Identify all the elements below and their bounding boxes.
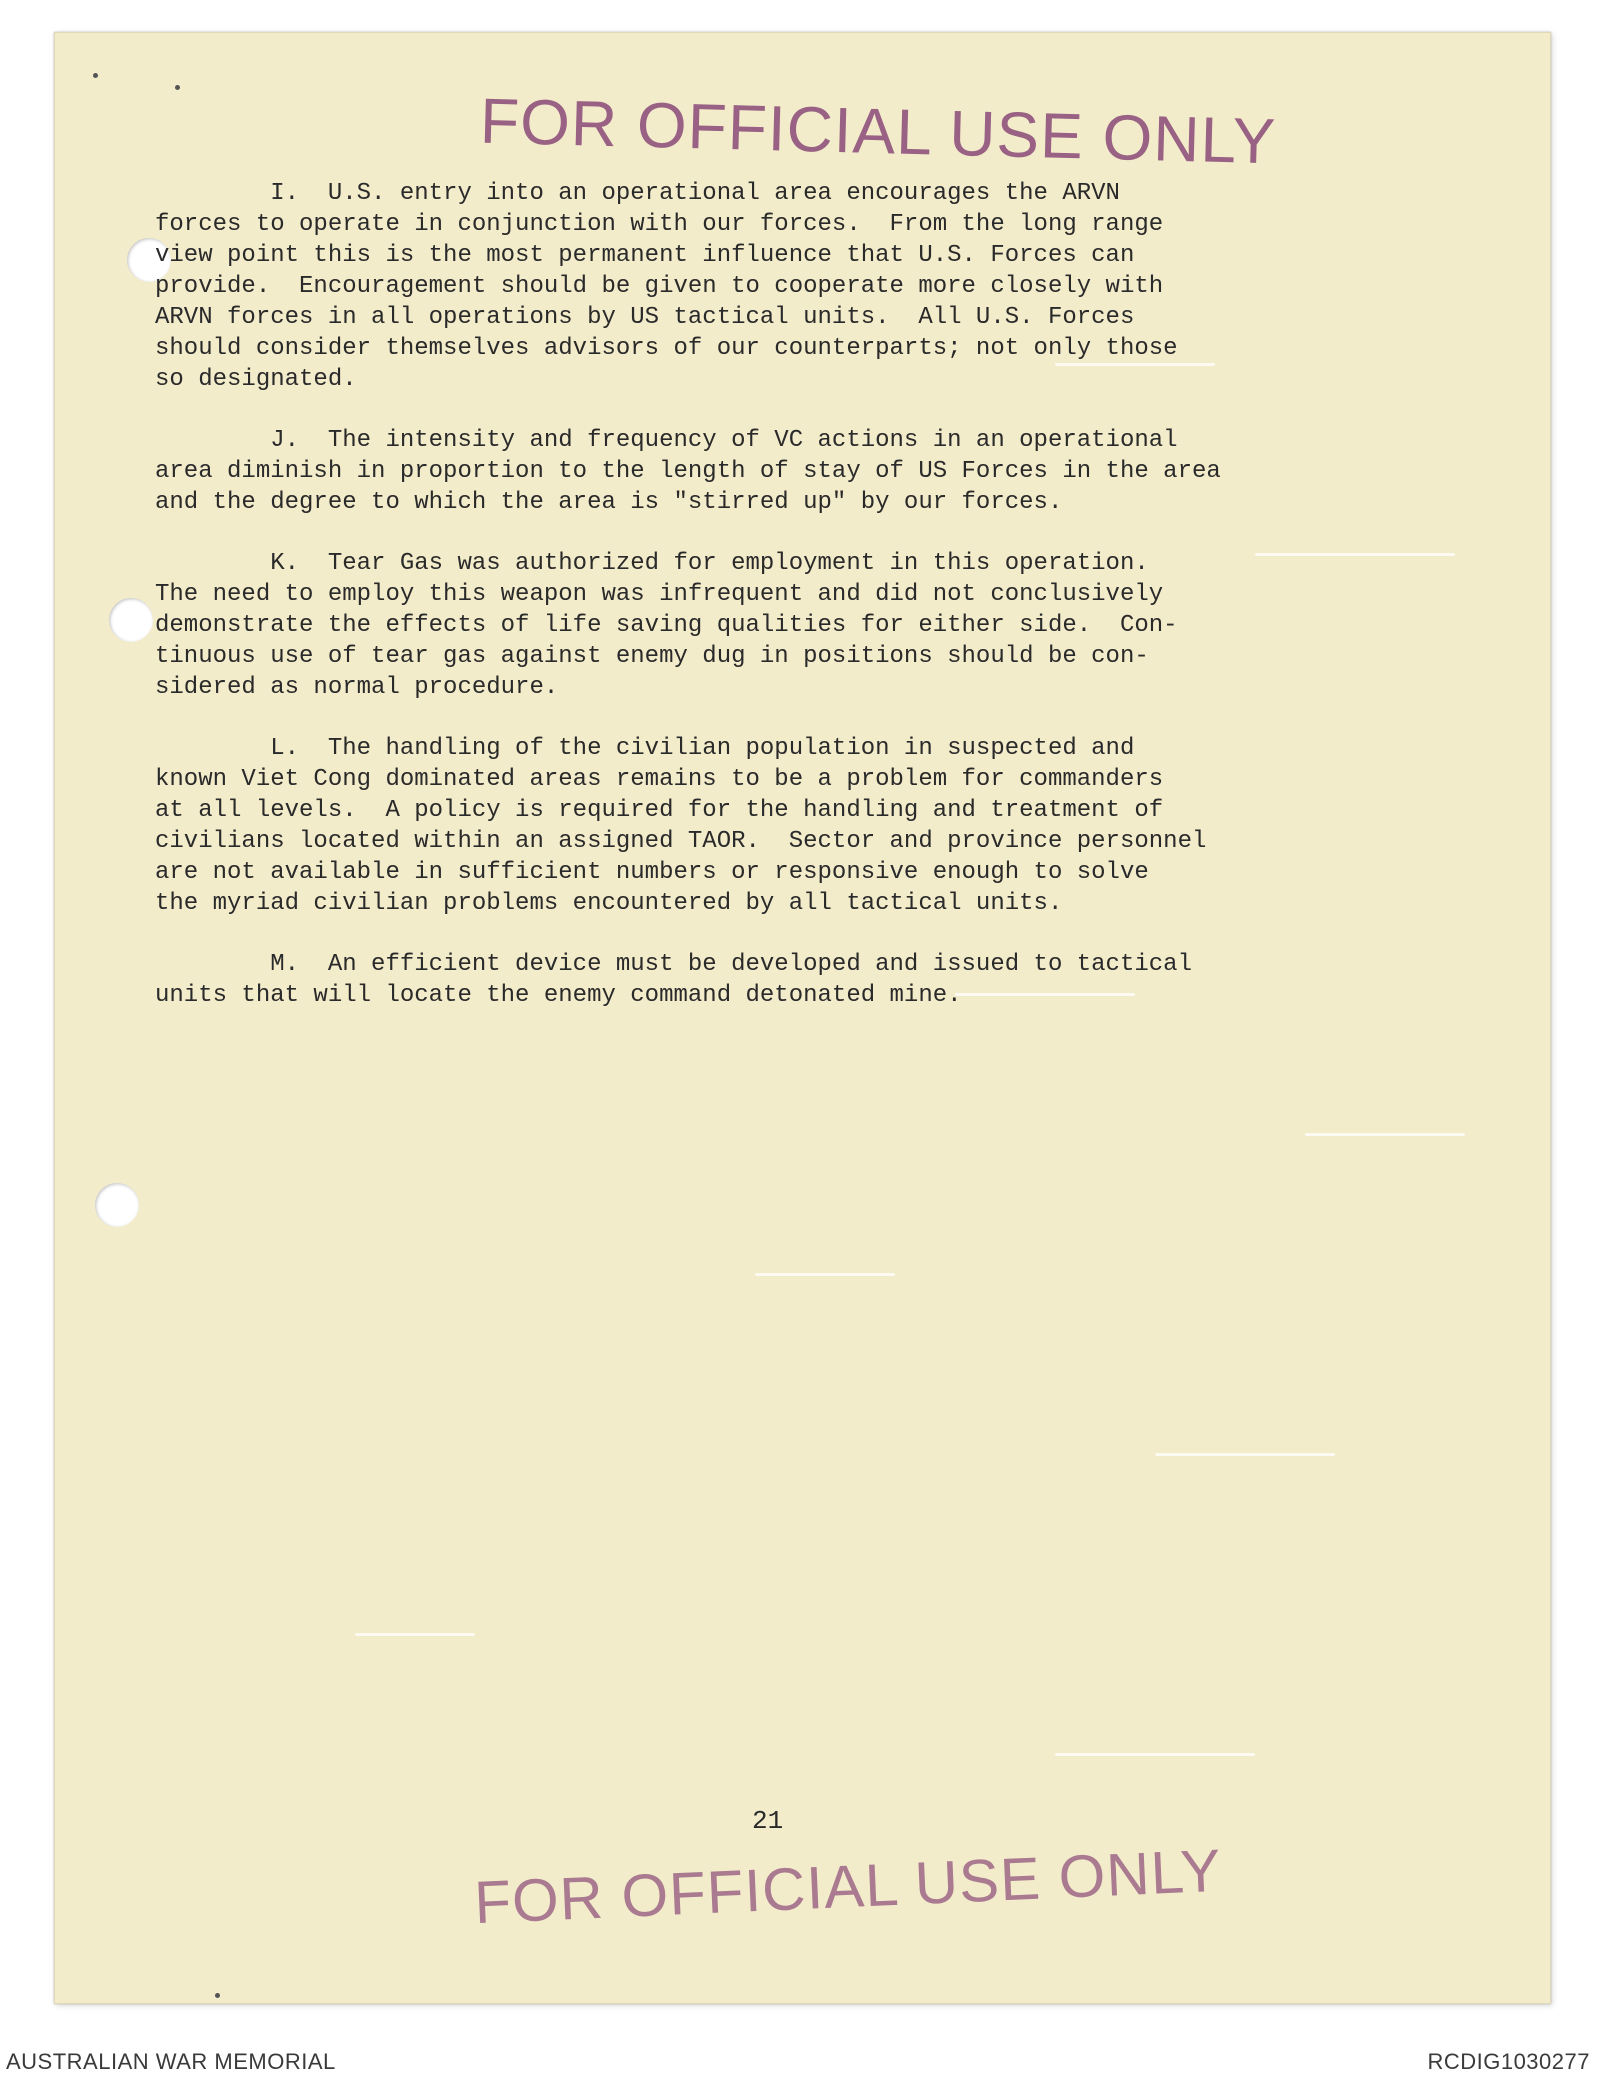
document-body	[155, 178, 1315, 1041]
footer-source-label: AUSTRALIAN WAR MEMORIAL	[6, 2049, 336, 2074]
paper-speck	[215, 1993, 220, 1998]
page-number: 21	[752, 1806, 784, 1836]
laminate-sheen	[1055, 1753, 1255, 1756]
official-use-stamp-bottom: FOR OFFICIAL USE ONLY	[472, 1836, 1223, 1937]
paragraph-i: I. U.S. entry into an operational area encourages the ARVN forces to operate in conjunction with our forces. From the long range view point this is the most permanent influence that U.S. Forces can provide. Encouragement should be given to cooperate more closely with ARVN forces in all operations by US tactical units. All U.S. Forces should consider themselves advisors of our counterparts; not only those so designated.	[155, 180, 1178, 393]
punch-hole-bottom	[95, 1183, 139, 1227]
footer-record-id: RCDIG1030277	[1427, 2049, 1590, 2074]
laminate-sheen	[1155, 1453, 1335, 1456]
paragraph-k: K. Tear Gas was authorized for employment in this operation. The need to employ this weapon was infrequent and did not conclusively demonstrate the effects of life saving qualities for either side. Con- tinuous use of tear gas against enemy dug in positions should be con- sidered as normal procedure.	[155, 550, 1178, 701]
paragraph-l: L. The handling of the civilian population in suspected and known Viet Cong dominated areas remains to be a problem for commanders at all levels. A policy is required for the handling and treatment of civilians located within an assigned TAOR. Sector and province personnel are not available in sufficient numbers or responsive enough to solve the myriad civilian problems encountered by all tactical units.	[155, 735, 1207, 917]
paragraph-j: J. The intensity and frequency of VC actions in an operational area diminish in proportion to the length of stay of US Forces in the area and the degree to which the area is "stirred up" by our forces.	[155, 427, 1221, 516]
paragraph-m: M. An efficient device must be developed and issued to tactical units that will locate the enemy command detonated mine.	[155, 951, 1192, 1009]
punch-hole-middle	[109, 598, 153, 642]
official-use-stamp-top: FOR OFFICIAL USE ONLY	[479, 84, 1278, 178]
laminate-sheen	[355, 1633, 475, 1636]
paper-speck	[93, 73, 98, 78]
laminate-sheen	[755, 1273, 895, 1276]
paper-speck	[175, 85, 180, 90]
laminate-sheen	[1305, 1133, 1465, 1136]
